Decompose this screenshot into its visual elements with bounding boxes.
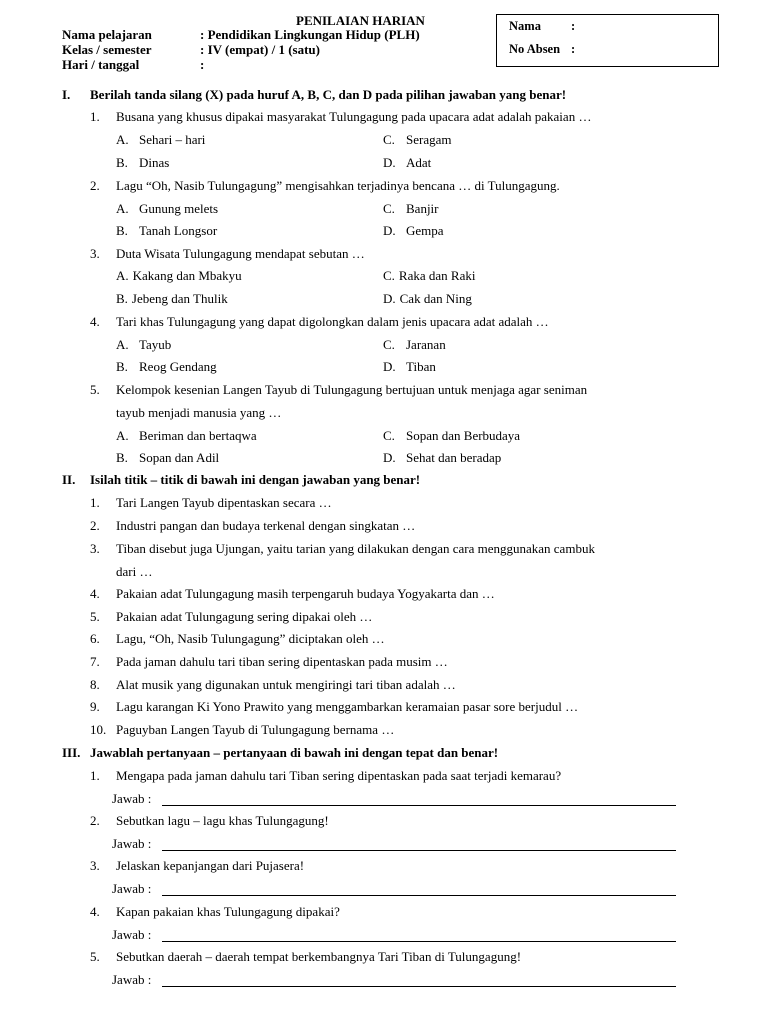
essay-question-3	[90, 858, 304, 874]
option-text: Banjir	[406, 201, 439, 216]
section-number: I.	[62, 87, 71, 102]
mc-question-3	[90, 246, 365, 262]
fill-item-9	[90, 699, 578, 715]
option-letter: A.	[116, 337, 129, 352]
mc-question-2	[90, 178, 560, 194]
question-number: 5.	[90, 949, 100, 964]
section-1-heading	[62, 87, 566, 103]
option-text: Jaranan	[406, 337, 446, 352]
item-number: 8.	[90, 677, 100, 692]
fill-item-2	[90, 518, 415, 534]
fill-item-5	[90, 609, 372, 625]
option-text: Tanah Longsor	[139, 223, 218, 238]
item-number: 4.	[90, 586, 100, 601]
question-text-continued: tayub menjadi manusia yang …	[116, 405, 282, 420]
q2-option-d[interactable]	[383, 223, 444, 239]
q3-option-b[interactable]	[116, 291, 228, 307]
answer-line-5[interactable]	[112, 972, 151, 988]
q5-option-a[interactable]	[116, 428, 257, 444]
section-number: III.	[62, 745, 81, 760]
option-letter: A.	[116, 201, 129, 216]
option-letter: C.	[383, 268, 395, 283]
answer-underline	[162, 805, 676, 806]
q1-option-a[interactable]	[116, 132, 205, 148]
q2-option-a[interactable]	[116, 201, 218, 217]
item-text: Lagu karangan Ki Yono Prawito yang menggambarkan keramaian pasar sore berjudul …	[116, 699, 579, 714]
option-text: Gempa	[406, 223, 444, 238]
question-text: Mengapa pada jaman dahulu tari Tiban sering dipentaskan pada saat terjadi kemarau?	[116, 768, 562, 783]
fill-item-8	[90, 677, 456, 693]
option-text: Kakang dan Mbakyu	[132, 268, 242, 283]
option-letter: B.	[116, 223, 128, 238]
name-field[interactable]	[509, 19, 575, 34]
fill-item-1	[90, 495, 332, 511]
item-text: Tiban disebut juga Ujungan, yaitu tarian yang dilakukan dengan cara menggunakan cambuk	[116, 541, 595, 556]
answer-underline	[162, 941, 676, 942]
option-letter: C.	[383, 428, 395, 443]
option-text: Sehari – hari	[139, 132, 206, 147]
question-text: Duta Wisata Tulungagung mendapat sebutan …	[116, 246, 365, 261]
option-letter: D.	[383, 359, 396, 374]
student-id-box	[496, 14, 719, 67]
info-value: : IV (empat) / 1 (satu)	[200, 42, 320, 57]
option-text: Cak dan Ning	[399, 291, 472, 306]
option-letter: B.	[116, 291, 128, 306]
name-colon: :	[571, 19, 576, 33]
mc-question-1	[90, 109, 591, 125]
q3-option-a[interactable]	[116, 268, 242, 284]
item-number: 10.	[90, 722, 107, 737]
question-number: 2.	[90, 813, 100, 828]
option-letter: B.	[116, 359, 128, 374]
mc-question-5	[90, 382, 587, 398]
option-text: Adat	[406, 155, 432, 170]
question-text: Busana yang khusus dipakai masyarakat Tulungagung pada upacara adat adalah pakaian …	[116, 109, 592, 124]
question-number: 4.	[90, 904, 100, 919]
q1-option-c[interactable]	[383, 132, 451, 148]
info-label: Hari / tanggal	[62, 57, 140, 72]
q1-option-b[interactable]	[116, 155, 169, 171]
option-letter: A.	[116, 268, 129, 283]
info-label: Kelas / semester	[62, 42, 152, 57]
answer-line-3[interactable]	[112, 881, 151, 897]
essay-question-1	[90, 768, 561, 784]
question-number: 3.	[90, 858, 100, 873]
q3-option-c[interactable]	[383, 268, 475, 284]
option-letter: D.	[383, 155, 396, 170]
section-3-heading	[62, 745, 498, 761]
option-letter: A.	[116, 132, 129, 147]
option-text: Tiban	[406, 359, 436, 374]
item-text: Pakaian adat Tulungagung masih terpengaruh budaya Yogyakarta dan …	[116, 586, 495, 601]
info-label: Nama pelajaran	[62, 27, 152, 42]
q1-option-d[interactable]	[383, 155, 431, 171]
item-text-continued: dari …	[116, 564, 153, 579]
info-row-class	[62, 42, 320, 58]
question-number: 3.	[90, 246, 100, 261]
question-number: 2.	[90, 178, 100, 193]
answer-line-2[interactable]	[112, 836, 151, 852]
info-row-subject	[62, 27, 420, 43]
answer-underline	[162, 895, 676, 896]
q4-option-d[interactable]	[383, 359, 436, 375]
answer-label: Jawab :	[112, 836, 152, 851]
question-text: Sebutkan lagu – lagu khas Tulungagung!	[116, 813, 329, 828]
mc-question-4	[90, 314, 549, 330]
option-text: Sopan dan Berbudaya	[406, 428, 521, 443]
option-letter: A.	[116, 428, 129, 443]
item-text: Tari Langen Tayub dipentaskan secara …	[116, 495, 332, 510]
option-letter: D.	[383, 223, 396, 238]
q5-option-c[interactable]	[383, 428, 520, 444]
info-value: : Pendidikan Lingkungan Hidup (PLH)	[200, 27, 420, 42]
item-number: 3.	[90, 541, 100, 556]
q4-option-c[interactable]	[383, 337, 446, 353]
question-text: Tari khas Tulungagung yang dapat digolongkan dalam jenis upacara adat adalah …	[116, 314, 549, 329]
item-number: 7.	[90, 654, 100, 669]
essay-question-2	[90, 813, 329, 829]
q2-option-b[interactable]	[116, 223, 217, 239]
q5-option-d[interactable]	[383, 450, 501, 466]
answer-label: Jawab :	[112, 972, 152, 987]
item-number: 2.	[90, 518, 100, 533]
item-text: Paguyban Langen Tayub di Tulungagung bernama …	[116, 722, 395, 737]
option-text: Reog Gendang	[139, 359, 217, 374]
answer-label: Jawab :	[112, 881, 152, 896]
answer-line-4[interactable]	[112, 927, 151, 943]
absence-number-field[interactable]	[509, 42, 575, 57]
option-text: Sehat dan beradap	[406, 450, 502, 465]
answer-label: Jawab :	[112, 927, 152, 942]
fill-item-4	[90, 586, 495, 602]
item-number: 6.	[90, 631, 100, 646]
section-heading-text: Berilah tanda silang (X) pada huruf A, B, C, dan D pada pilihan jawaban yang benar!	[90, 87, 567, 102]
question-number: 1.	[90, 109, 100, 124]
question-number: 5.	[90, 382, 100, 397]
question-text: Lagu “Oh, Nasib Tulungagung” mengisahkan terjadinya bencana … di Tulungagung.	[116, 178, 560, 193]
option-letter: C.	[383, 132, 395, 147]
essay-question-4	[90, 904, 340, 920]
essay-question-5	[90, 949, 521, 965]
option-text: Beriman dan bertaqwa	[139, 428, 257, 443]
option-letter: B.	[116, 155, 128, 170]
q4-option-b[interactable]	[116, 359, 217, 375]
item-number: 9.	[90, 699, 100, 714]
section-heading-text: Jawablah pertanyaan – pertanyaan di bawah ini dengan tepat dan benar!	[90, 745, 499, 760]
absence-number-colon: :	[571, 42, 576, 56]
section-number: II.	[62, 472, 76, 487]
answer-line-1[interactable]	[112, 791, 151, 807]
item-text: Pakaian adat Tulungagung sering dipakai oleh …	[116, 609, 373, 624]
section-heading-text: Isilah titik – titik di bawah ini dengan jawaban yang benar!	[90, 472, 421, 487]
q5-option-b[interactable]	[116, 450, 219, 466]
fill-item-10	[90, 722, 394, 738]
option-letter: C.	[383, 201, 395, 216]
option-text: Raka dan Raki	[398, 268, 476, 283]
option-letter: D.	[383, 291, 396, 306]
question-text: Jelaskan kepanjangan dari Pujasera!	[116, 858, 305, 873]
fill-item-6	[90, 631, 385, 647]
answer-label: Jawab :	[112, 791, 152, 806]
name-label: Nama	[509, 19, 541, 33]
item-number: 1.	[90, 495, 100, 510]
answer-underline	[162, 986, 676, 987]
fill-item-3	[90, 541, 595, 557]
option-text: Dinas	[139, 155, 170, 170]
absence-number-label: No Absen	[509, 42, 561, 56]
option-text: Gunung melets	[139, 201, 219, 216]
question-number: 4.	[90, 314, 100, 329]
q4-option-a[interactable]	[116, 337, 171, 353]
option-text: Tayub	[139, 337, 172, 352]
option-text: Seragam	[406, 132, 452, 147]
option-text: Jebeng dan Thulik	[131, 291, 228, 306]
q3-option-d[interactable]	[383, 291, 472, 307]
option-letter: D.	[383, 450, 396, 465]
option-text: Sopan dan Adil	[139, 450, 220, 465]
item-text: Industri pangan dan budaya terkenal dengan singkatan …	[116, 518, 416, 533]
section-2-heading	[62, 472, 420, 488]
item-text: Alat musik yang digunakan untuk mengiringi tari tiban adalah …	[116, 677, 456, 692]
question-text: Kapan pakaian khas Tulungagung dipakai?	[116, 904, 340, 919]
q2-option-c[interactable]	[383, 201, 439, 217]
question-text: Kelompok kesenian Langen Tayub di Tulungagung bertujuan untuk menjaga agar seniman	[116, 382, 588, 397]
answer-underline	[162, 850, 676, 851]
page-title: PENILAIAN HARIAN	[296, 13, 425, 28]
option-letter: B.	[116, 450, 128, 465]
fill-item-7	[90, 654, 448, 670]
item-number: 5.	[90, 609, 100, 624]
item-text: Lagu, “Oh, Nasib Tulungagung” diciptakan oleh …	[116, 631, 385, 646]
option-letter: C.	[383, 337, 395, 352]
question-number: 1.	[90, 768, 100, 783]
info-row-date	[62, 57, 204, 73]
question-text: Sebutkan daerah – daerah tempat berkembangnya Tari Tiban di Tulungagung!	[116, 949, 522, 964]
info-value: :	[200, 57, 205, 72]
item-text: Pada jaman dahulu tari tiban sering dipentaskan pada musim …	[116, 654, 448, 669]
